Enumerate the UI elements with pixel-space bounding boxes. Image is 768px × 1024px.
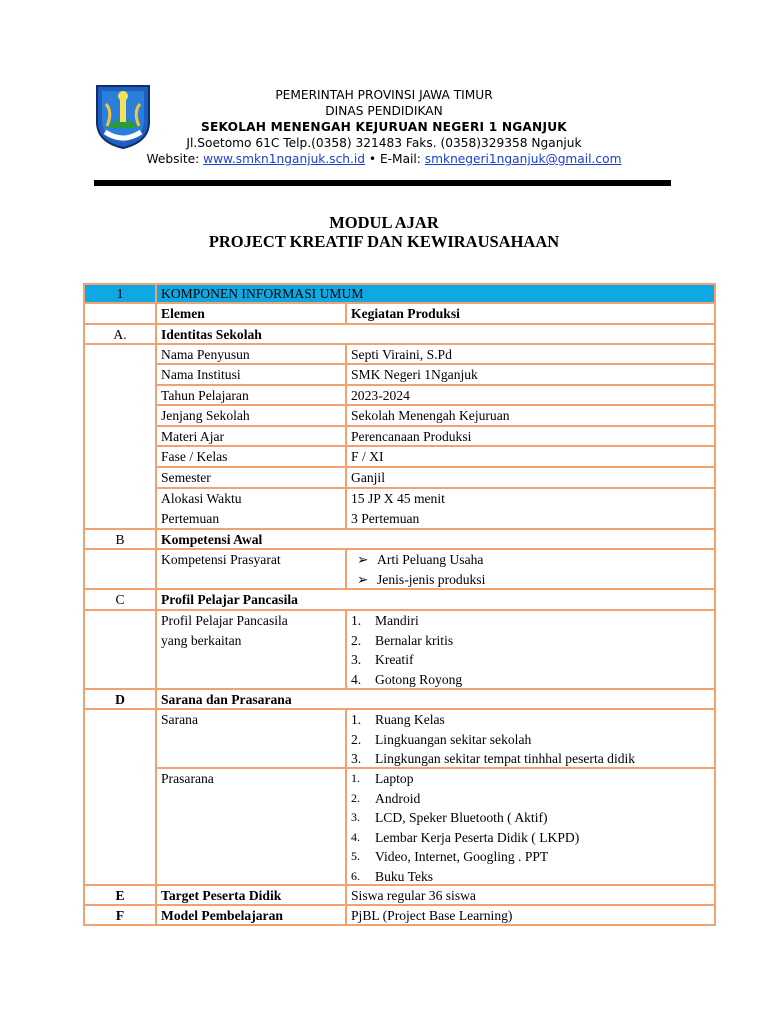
table-cell <box>85 304 157 325</box>
row-value: Perencanaan Produksi <box>347 427 716 447</box>
arrow-bullet-icon: ➢ <box>357 552 369 567</box>
profil-key-1: Profil Pelajar Pancasila <box>161 613 288 628</box>
table-cell <box>85 710 157 769</box>
table-row <box>85 447 716 468</box>
row-value: F / XI <box>347 447 716 468</box>
table-row <box>85 365 716 386</box>
list-item: 3. LCD, Speker Bluetooth ( Aktif) <box>351 810 548 825</box>
website-label: Website: <box>146 152 204 166</box>
info-table <box>83 283 716 926</box>
table-cell <box>85 468 157 489</box>
alokasi-value-2: 3 Pertemuan <box>351 511 420 526</box>
school-name: SEKOLAH MENENGAH KEJURUAN NEGERI 1 NGANJUK <box>201 120 567 134</box>
list-item: 4. Gotong Royong <box>351 671 463 687</box>
alokasi-key-1: Alokasi Waktu <box>161 491 242 506</box>
col-kegiatan: Kegiatan Produksi <box>347 304 716 325</box>
prasarana-list <box>351 769 710 886</box>
row-key: Prasarana <box>157 769 347 886</box>
table-row <box>85 489 716 530</box>
list-item: 1. Laptop <box>351 771 414 786</box>
letterhead-text <box>120 87 648 167</box>
letterhead <box>0 0 768 190</box>
alokasi-key-2: Pertemuan <box>161 511 220 526</box>
table-cell <box>85 427 157 447</box>
website-link[interactable]: www.smkn1nganjuk.sch.id <box>203 152 366 166</box>
document-title <box>0 213 768 251</box>
table-row <box>85 769 716 886</box>
row-value: 2023-2024 <box>347 386 716 406</box>
letterhead-divider <box>94 180 671 186</box>
table-row <box>85 427 716 447</box>
row-value: PjBL (Project Base Learning) <box>347 906 716 926</box>
header-number: 1 <box>85 285 157 304</box>
section-title: Identitas Sekolah <box>157 325 716 345</box>
row-value <box>347 710 716 769</box>
section-title: Sarana dan Prasarana <box>157 690 716 710</box>
section-letter: E <box>85 886 157 906</box>
list-item: 2. Bernalar kritis <box>351 632 454 648</box>
list-item: 4. Lembar Kerja Peserta Didik ( LKPD) <box>351 829 580 845</box>
contact-line <box>120 151 648 167</box>
row-value <box>347 550 716 590</box>
row-value <box>347 611 716 690</box>
row-key: Semester <box>157 468 347 489</box>
section-f-row <box>85 906 716 926</box>
section-title: Kompetensi Awal <box>157 530 716 550</box>
table-cell <box>85 611 157 690</box>
table-cell <box>85 406 157 427</box>
row-value: SMK Negeri 1Nganjuk <box>347 365 716 386</box>
section-letter: F <box>85 906 157 926</box>
section-letter: A. <box>85 325 157 345</box>
table-cell <box>85 345 157 365</box>
section-letter: D <box>85 690 157 710</box>
table-cell <box>85 365 157 386</box>
section-a-row <box>85 325 716 345</box>
row-key: Sarana <box>157 710 347 769</box>
title-line-1: MODUL AJAR <box>329 213 439 232</box>
row-key: Fase / Kelas <box>157 447 347 468</box>
title-line-2: PROJECT KREATIF DAN KEWIRAUSAHAAN <box>208 232 560 251</box>
alokasi-value-1: 15 JP X 45 menit <box>351 491 445 506</box>
col-elemen: Elemen <box>157 304 347 325</box>
school-address: Jl.Soetomo 61C Telp.(0358) 321483 Faks. (0358)329358 Nganjuk <box>186 136 582 150</box>
section-e-row <box>85 886 716 906</box>
section-d-row <box>85 690 716 710</box>
table-cell <box>85 489 157 530</box>
list-item: 6. Buku Teks <box>351 868 434 884</box>
list-item: 2. Android <box>351 790 421 806</box>
list-item: 1. Mandiri <box>351 613 419 628</box>
table-row <box>85 386 716 406</box>
table-row <box>85 550 716 590</box>
row-key: Jenjang Sekolah <box>157 406 347 427</box>
list-item: 2. Lingkuangan sekitar sekolah <box>351 731 532 747</box>
row-key: Target Peserta Didik <box>157 886 347 906</box>
table-cell <box>85 447 157 468</box>
row-key <box>157 611 347 690</box>
prasyarat-list <box>351 550 710 589</box>
table-cell <box>85 769 157 886</box>
section-letter: B <box>85 530 157 550</box>
column-header-row <box>85 304 716 325</box>
table-header-row <box>85 285 716 304</box>
table-row <box>85 710 716 769</box>
table-cell <box>85 550 157 590</box>
email-label: • E-Mail: <box>365 152 425 166</box>
row-value: Siswa regular 36 siswa <box>347 886 716 906</box>
table-row <box>85 611 716 690</box>
email-link[interactable]: smknegeri1nganjuk@gmail.com <box>424 152 622 166</box>
arrow-bullet-icon: ➢ <box>357 571 369 587</box>
row-value: Sekolah Menengah Kejuruan <box>347 406 716 427</box>
table-row <box>85 406 716 427</box>
row-value <box>347 769 716 886</box>
row-key: Nama Institusi <box>157 365 347 386</box>
list-item: 5. Video, Internet, Googling . PPT <box>351 849 549 864</box>
list-item: 3. Kreatif <box>351 652 414 667</box>
row-value: Septi Viraini, S.Pd <box>347 345 716 365</box>
header-label: KOMPONEN INFORMASI UMUM <box>157 285 716 304</box>
list-item: ➢ Jenis-jenis produksi <box>351 570 710 590</box>
row-key: Tahun Pelajaran <box>157 386 347 406</box>
profil-list <box>351 611 710 689</box>
section-letter: C <box>85 590 157 611</box>
row-key: Kompetensi Prasyarat <box>157 550 347 590</box>
table-row <box>85 345 716 365</box>
row-key <box>157 489 347 530</box>
profil-key-2: yang berkaitan <box>161 633 242 648</box>
row-key: Nama Penyusun <box>157 345 347 365</box>
table-row <box>85 468 716 489</box>
row-value: Ganjil <box>347 468 716 489</box>
government-name: PEMERINTAH PROVINSI JAWA TIMUR <box>275 88 493 102</box>
department-name: DINAS PENDIDIKAN <box>325 104 443 118</box>
row-key: Materi Ajar <box>157 427 347 447</box>
section-c-row <box>85 590 716 611</box>
section-title: Profil Pelajar Pancasila <box>157 590 716 611</box>
section-b-row <box>85 530 716 550</box>
row-value <box>347 489 716 530</box>
sarana-list <box>351 710 710 769</box>
row-key: Model Pembelajaran <box>157 906 347 926</box>
list-item: 3. Lingkungan sekitar tempat tinhhal peserta didik <box>351 751 636 766</box>
list-item: ➢ Arti Peluang Usaha <box>351 550 710 570</box>
table-cell <box>85 386 157 406</box>
list-item: 1. Ruang Kelas <box>351 712 445 727</box>
